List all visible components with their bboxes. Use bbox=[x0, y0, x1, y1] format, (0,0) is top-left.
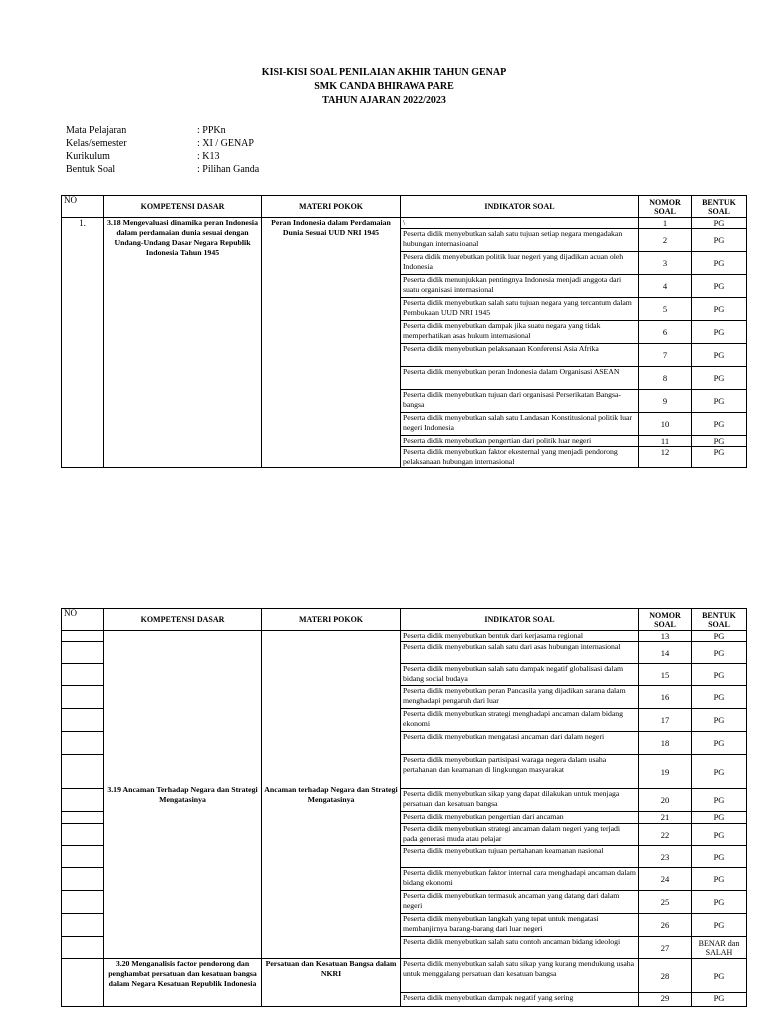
table-row bbox=[62, 631, 747, 642]
nomor-cell: 20 bbox=[639, 789, 692, 812]
nomor-cell: 21 bbox=[639, 812, 692, 824]
indikator-cell: Peserta didik menyebutkan strategi ancaman dalam negeri yang terjadi pada generasi muda atau pelajar bbox=[401, 824, 639, 846]
indikator-cell: Peserta didik menyebutkan salah satu tujuan setiap negara mengadakan hubungan internasioanal bbox=[401, 229, 639, 252]
materi-pokok-cell: Peran Indonesia dalam Perdamaian Dunia Sesuai UUD NRI 1945 bbox=[262, 218, 401, 468]
row-number-empty bbox=[62, 664, 104, 686]
indikator-cell: Peserta didik menyebutkan faktor internal cara menghadapi ancaman dalam bidang ekonomi bbox=[401, 868, 639, 891]
document-title: KISI-KISI SOAL PENILAIAN AKHIR TAHUN GENAP bbox=[261, 67, 507, 78]
row-number-empty bbox=[62, 959, 104, 1007]
col-no-header: NO bbox=[62, 609, 104, 631]
indikator-cell: Peserta didik menyebutkan pelaksanaan Konferensi Asia Afrika bbox=[401, 344, 639, 367]
table-header-row bbox=[62, 196, 747, 218]
bentuk-cell: PG bbox=[692, 367, 747, 390]
row-number-empty bbox=[62, 709, 104, 732]
grid-table-1 bbox=[61, 195, 747, 468]
kompetensi-dasar-cell: 3.19 Ancaman Terhadap Negara dan Strategi Mengatasinya bbox=[104, 631, 262, 959]
col-materi-header: MATERI POKOK bbox=[262, 196, 401, 218]
table-row bbox=[62, 959, 747, 993]
meta-row-question-type bbox=[66, 163, 259, 176]
row-number-empty bbox=[62, 686, 104, 709]
indikator-cell: Peserta didik menyebutkan pengertian dari politik luar negeri bbox=[401, 436, 639, 447]
nomor-cell: 29 bbox=[639, 993, 692, 1007]
indikator-cell: Peserta didik menyebutkan langkah yang tepat untuk mengatasi membanjirnya barang-barang dari luar negeri bbox=[401, 914, 639, 937]
indikator-cell: Peserta didik menyebutkan salah satu dari asas hubungan internasional bbox=[401, 642, 639, 664]
bentuk-cell: PG bbox=[692, 686, 747, 709]
indikator-cell: Peserta didik menyebutkan dampak jika suatu negara yang tidak memperhatikan asas hukum internasional bbox=[401, 321, 639, 344]
table-row bbox=[62, 218, 747, 229]
row-number-empty bbox=[62, 631, 104, 642]
row-number-empty bbox=[62, 642, 104, 664]
row-number-empty bbox=[62, 914, 104, 937]
indikator-cell: \ bbox=[401, 218, 639, 229]
nomor-cell: 28 bbox=[639, 959, 692, 993]
nomor-cell: 22 bbox=[639, 824, 692, 846]
row-number: 1. bbox=[62, 218, 104, 468]
nomor-cell: 4 bbox=[639, 275, 692, 298]
nomor-cell: 23 bbox=[639, 846, 692, 868]
nomor-cell: 12 bbox=[639, 447, 692, 468]
nomor-cell: 5 bbox=[639, 298, 692, 321]
nomor-cell: 17 bbox=[639, 709, 692, 732]
col-bentuk-header: BENTUK SOAL bbox=[692, 609, 747, 631]
indikator-cell: Peserta didik menyebutkan mengatasi ancaman dari dalam negeri bbox=[401, 732, 639, 755]
bentuk-cell: PG bbox=[692, 993, 747, 1007]
indikator-cell: Peserta didik menyebutkan salah satu contoh ancaman bidang ideologi bbox=[401, 937, 639, 959]
nomor-cell: 10 bbox=[639, 413, 692, 436]
indikator-cell: Peserta didik menunjukkan pentingnya Indonesia menjadi anggota dari suatu organisasi internasional bbox=[401, 275, 639, 298]
bentuk-cell: PG bbox=[692, 789, 747, 812]
bentuk-cell: PG bbox=[692, 413, 747, 436]
bentuk-cell: PG bbox=[692, 447, 747, 468]
indikator-cell: Peserta didik menyebutkan salah satu tujuan negara yang tercantum dalam Pembukaan UUD NRI 1945 bbox=[401, 298, 639, 321]
indikator-cell: Peserta didik menyebutkan peran Pancasila yang dijadikan sarana dalam menghadapi pengaruh dari luar bbox=[401, 686, 639, 709]
row-number-empty bbox=[62, 812, 104, 824]
meta-value: : PPKn bbox=[197, 125, 226, 136]
bentuk-cell: PG bbox=[692, 321, 747, 344]
table-header-row bbox=[62, 609, 747, 631]
row-number-empty bbox=[62, 755, 104, 789]
nomor-cell: 2 bbox=[639, 229, 692, 252]
indikator-cell: Peserta didik menyebutkan dampak negatif yang sering bbox=[401, 993, 639, 1007]
bentuk-cell: PG bbox=[692, 709, 747, 732]
meta-key: Kurikulum bbox=[66, 151, 110, 162]
meta-key: Kelas/semester bbox=[66, 138, 127, 149]
indikator-cell: Peserta didik menyebutkan tujuan dari organisasi Perserikatan Bangsa-bangsa bbox=[401, 390, 639, 413]
meta-key: Bentuk Soal bbox=[66, 164, 116, 175]
nomor-cell: 26 bbox=[639, 914, 692, 937]
indikator-cell: Peserta didik menyebutkan salah satu Landasan Konstitusional politik luar negeri Indonesia bbox=[401, 413, 639, 436]
indikator-cell: Peserta didik menyebutkan salah satu sikap yang kurang mendukung usaha untuk menggalang persatuan dan kesatuan bangsa bbox=[401, 959, 639, 993]
row-number-empty bbox=[62, 789, 104, 812]
nomor-cell: 27 bbox=[639, 937, 692, 959]
nomor-cell: 13 bbox=[639, 631, 692, 642]
bentuk-cell: PG bbox=[692, 824, 747, 846]
indikator-cell: Pesera didik menyebutkan politik luar negeri yang dijadikan acuan oleh Indonesia bbox=[401, 252, 639, 275]
bentuk-cell: PG bbox=[692, 868, 747, 891]
col-nomor-header: NOMOR SOAL bbox=[639, 609, 692, 631]
bentuk-cell: PG bbox=[692, 959, 747, 993]
nomor-cell: 25 bbox=[639, 891, 692, 914]
indikator-cell: Peserta didik menyebutkan strategi menghadapi ancaman dalam bidang ekonomi bbox=[401, 709, 639, 732]
bentuk-cell: PG bbox=[692, 812, 747, 824]
indikator-cell: Peserta didik menyebutkan sikap yang dapat dilakukan untuk menjaga persatuan dan kesatuan bangsa bbox=[401, 789, 639, 812]
indikator-cell: Peserta didik menyebutkan faktor ekesternal yang menjadi pendorong pelaksanaan hubungan internasional bbox=[401, 447, 639, 468]
row-number-empty bbox=[62, 937, 104, 959]
nomor-cell: 7 bbox=[639, 344, 692, 367]
row-number-empty bbox=[62, 824, 104, 846]
indikator-cell: Peserta didik menyebutkan partisipasi waraga negera dalam usaha pertahanan dan keamanan di lingkungan masyarakat bbox=[401, 755, 639, 789]
meta-row-curriculum bbox=[66, 150, 259, 163]
col-kd-header: KOMPETENSI DASAR bbox=[104, 196, 262, 218]
col-materi-header: MATERI POKOK bbox=[262, 609, 401, 631]
nomor-cell: 15 bbox=[639, 664, 692, 686]
kompetensi-dasar-cell: 3.18 Mengevaluasi dinamika peran Indonesia dalam perdamaian dunia sesuai dengan Undang-Undang Dasar Negara Republik Indonesia Tahun 1945 bbox=[104, 218, 262, 468]
subject-info bbox=[66, 124, 259, 176]
indikator-cell: Peserta didik menyebutkan pengertian dari ancaman bbox=[401, 812, 639, 824]
nomor-cell: 18 bbox=[639, 732, 692, 755]
nomor-cell: 6 bbox=[639, 321, 692, 344]
row-number-empty bbox=[62, 732, 104, 755]
bentuk-cell: PG bbox=[692, 229, 747, 252]
bentuk-cell: PG bbox=[692, 914, 747, 937]
nomor-cell: 16 bbox=[639, 686, 692, 709]
bentuk-cell: PG bbox=[692, 755, 747, 789]
bentuk-cell: PG bbox=[692, 275, 747, 298]
bentuk-cell: BENAR dan SALAH bbox=[692, 937, 747, 959]
row-number-empty bbox=[62, 891, 104, 914]
col-indikator-header: INDIKATOR SOAL bbox=[401, 196, 639, 218]
meta-value: : XI / GENAP bbox=[197, 138, 254, 149]
meta-row-class bbox=[66, 137, 259, 150]
grid-table-2 bbox=[61, 608, 747, 1007]
col-indikator-header: INDIKATOR SOAL bbox=[401, 609, 639, 631]
meta-row-subject bbox=[66, 124, 259, 137]
meta-value: : Pilihan Ganda bbox=[197, 164, 260, 175]
indikator-cell: Peserta didik menyebutkan peran Indonesia dalam Organisasi ASEAN bbox=[401, 367, 639, 390]
meta-key: Mata Pelajaran bbox=[66, 125, 127, 136]
nomor-cell: 11 bbox=[639, 436, 692, 447]
nomor-cell: 8 bbox=[639, 367, 692, 390]
bentuk-cell: PG bbox=[692, 891, 747, 914]
academic-year: TAHUN AJARAN 2022/2023 bbox=[322, 95, 446, 106]
bentuk-cell: PG bbox=[692, 390, 747, 413]
bentuk-cell: PG bbox=[692, 846, 747, 868]
materi-pokok-cell: Ancaman terhadap Negara dan Strategi Mengatasinya bbox=[262, 631, 401, 959]
kompetensi-dasar-cell: 3.20 Menganalisis factor pendorong dan penghambat persatuan dan kesatuan bangsa dalam Negara Kesatuan Republik Indonesia bbox=[104, 959, 262, 1007]
bentuk-cell: PG bbox=[692, 732, 747, 755]
col-no-header: NO bbox=[62, 196, 104, 218]
bentuk-cell: PG bbox=[692, 218, 747, 229]
indikator-cell: Peserta didik menyebutkan salah satu dampak negatif globalisasi dalam bidang social budaya bbox=[401, 664, 639, 686]
materi-pokok-cell: Persatuan dan Kesatuan Bangsa dalam NKRI bbox=[262, 959, 401, 1007]
nomor-cell: 3 bbox=[639, 252, 692, 275]
col-kd-header: KOMPETENSI DASAR bbox=[104, 609, 262, 631]
nomor-cell: 1 bbox=[639, 218, 692, 229]
indikator-cell: Peserta didik menyebutkan bentuk dari kerjasama regional bbox=[401, 631, 639, 642]
row-number-empty bbox=[62, 846, 104, 868]
school-name: SMK CANDA BHIRAWA PARE bbox=[314, 81, 454, 92]
bentuk-cell: PG bbox=[692, 664, 747, 686]
bentuk-cell: PG bbox=[692, 631, 747, 642]
meta-value: : K13 bbox=[197, 151, 220, 162]
nomor-cell: 24 bbox=[639, 868, 692, 891]
row-number-empty bbox=[62, 868, 104, 891]
bentuk-cell: PG bbox=[692, 436, 747, 447]
indikator-cell: Peserta didik menyebutkan tujuan pertahanan keamanan nasional bbox=[401, 846, 639, 868]
bentuk-cell: PG bbox=[692, 344, 747, 367]
nomor-cell: 9 bbox=[639, 390, 692, 413]
bentuk-cell: PG bbox=[692, 298, 747, 321]
bentuk-cell: PG bbox=[692, 642, 747, 664]
nomor-cell: 14 bbox=[639, 642, 692, 664]
col-nomor-header: NOMOR SOAL bbox=[639, 196, 692, 218]
bentuk-cell: PG bbox=[692, 252, 747, 275]
indikator-cell: Peserta didik menyebutkan termasuk ancaman yang datang dari dalam negeri bbox=[401, 891, 639, 914]
col-bentuk-header: BENTUK SOAL bbox=[692, 196, 747, 218]
nomor-cell: 19 bbox=[639, 755, 692, 789]
